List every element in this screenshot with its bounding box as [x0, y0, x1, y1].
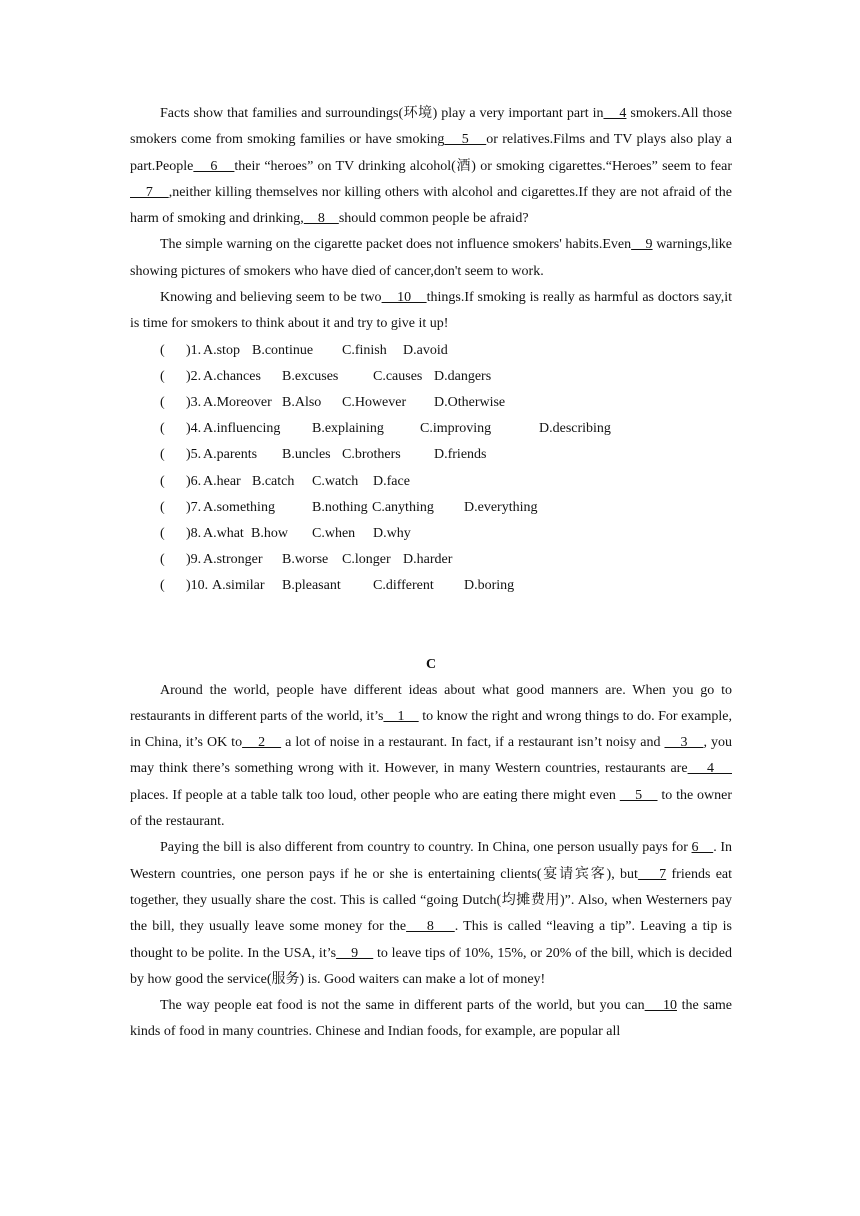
- blank-6: 6: [691, 840, 714, 856]
- paragraph-c2: Paying the bill is also different from country to country. In China, one person usually pays for 6 . In Western countries, one person pays if he or she is entertaining clients(宴请宾客), but 7 friends eat together, they usually share the cost. This is called “going Dutch(均摊费用)”. Also, when Westerners pay the bill, they usually leave some money for the 8 . This is called “leaving a tip”. Leaving a tip is thought to be polite. In the USA, it’s 9 to leave tips of 10%, 15%, or 20% of the bill, which is decided by how good the service(服务) is. Good waiters can make a lot of money!: [130, 840, 733, 987]
- option-row: ( )5. A.parents B.uncles C.brothers D.friends: [160, 447, 487, 463]
- blank-1: 1: [383, 708, 419, 724]
- section-heading-c: C: [425, 656, 437, 672]
- blank-8: 8: [303, 211, 339, 227]
- paragraph-c1: Around the world, people have different ideas about what good manners are. When you go to restaurants in different parts of the world, it’s 1 to know the right and wrong things to do. For example, in China, it’s OK to 2 a lot of noise in a restaurant. In fact, if a restaurant isn’t noisy and 3 , you may think there’s something wrong with it. However, in many Western countries, restaurants are 4 places. If people at a table talk too loud, other people who are eating there might even 5 to the owner of the restaurant.: [130, 682, 733, 830]
- option-row: ( )8. A.what B.how C.when D.why: [160, 525, 411, 541]
- options-list: [130, 338, 732, 600]
- blank-5: 5: [444, 132, 487, 148]
- blank-9: 9: [631, 237, 653, 253]
- option-row: ( )1. A.stop B.continue C.finish D.avoid: [160, 342, 448, 358]
- blank-7: 7: [637, 866, 667, 882]
- option-row: ( )3. A.Moreover B.Also C.However D.Otherwise: [160, 395, 506, 411]
- option-row: ( )4. A.influencing B.explaining C.improving D.describing: [160, 421, 611, 437]
- option-row: ( )10. A.similar B.pleasant C.different D.boring: [160, 578, 515, 594]
- blank-4: 4: [603, 106, 627, 121]
- option-row: ( )6. A.hear B.catch C.watch D.face: [160, 473, 410, 489]
- blank-5: 5: [619, 787, 658, 803]
- option-row: ( )9. A.stronger B.worse C.longer D.harder: [160, 552, 453, 568]
- blank-10: 10: [381, 290, 427, 306]
- blank-8: 8: [406, 919, 455, 935]
- paragraph-b1: Facts show that families and surroundings(环境) play a very important part in 4 smokers.All those smokers come from smoking families or have smoking 5 or relatives.Films and TV plays also play a part.People 6 their “heroes” on TV drinking alcohol(酒) or smoking cigarettes.“Heroes” seem to fear 7 ,neither killing themselves nor killing others with alcohol and cigarettes.If they are not afraid of the harm of smoking and drinking, 8 should common people be afraid?: [130, 106, 733, 227]
- blank-6: 6: [193, 158, 235, 174]
- blank-3: 3: [664, 735, 704, 751]
- section-spacer: [130, 600, 732, 652]
- blank-4: 4: [687, 761, 732, 777]
- blank-9: 9: [336, 945, 374, 961]
- document-page: [130, 101, 732, 1046]
- option-row: ( )2. A.chances B.excuses C.causes D.dangers: [160, 368, 492, 384]
- blank-7: 7: [130, 184, 169, 200]
- blank-10: 10: [644, 998, 677, 1014]
- paragraph-c3: The way people eat food is not the same in different parts of the world, but you can 10 the same kinds of food in many countries. Chinese and Indian foods, for example, are popular all: [130, 998, 733, 1040]
- paragraph-b3: Knowing and believing seem to be two 10 things.If smoking is really as harmful as doctors say,it is time for smokers to think about it and try to give it up!: [130, 290, 732, 332]
- paragraph-b2: The simple warning on the cigarette packet does not influence smokers' habits.Even 9 warnings,like showing pictures of smokers who have died of cancer,don't seem to work.: [130, 237, 733, 279]
- blank-2: 2: [242, 735, 282, 751]
- option-row: ( )7. A.something B.nothing C.anything D.everything: [160, 499, 538, 515]
